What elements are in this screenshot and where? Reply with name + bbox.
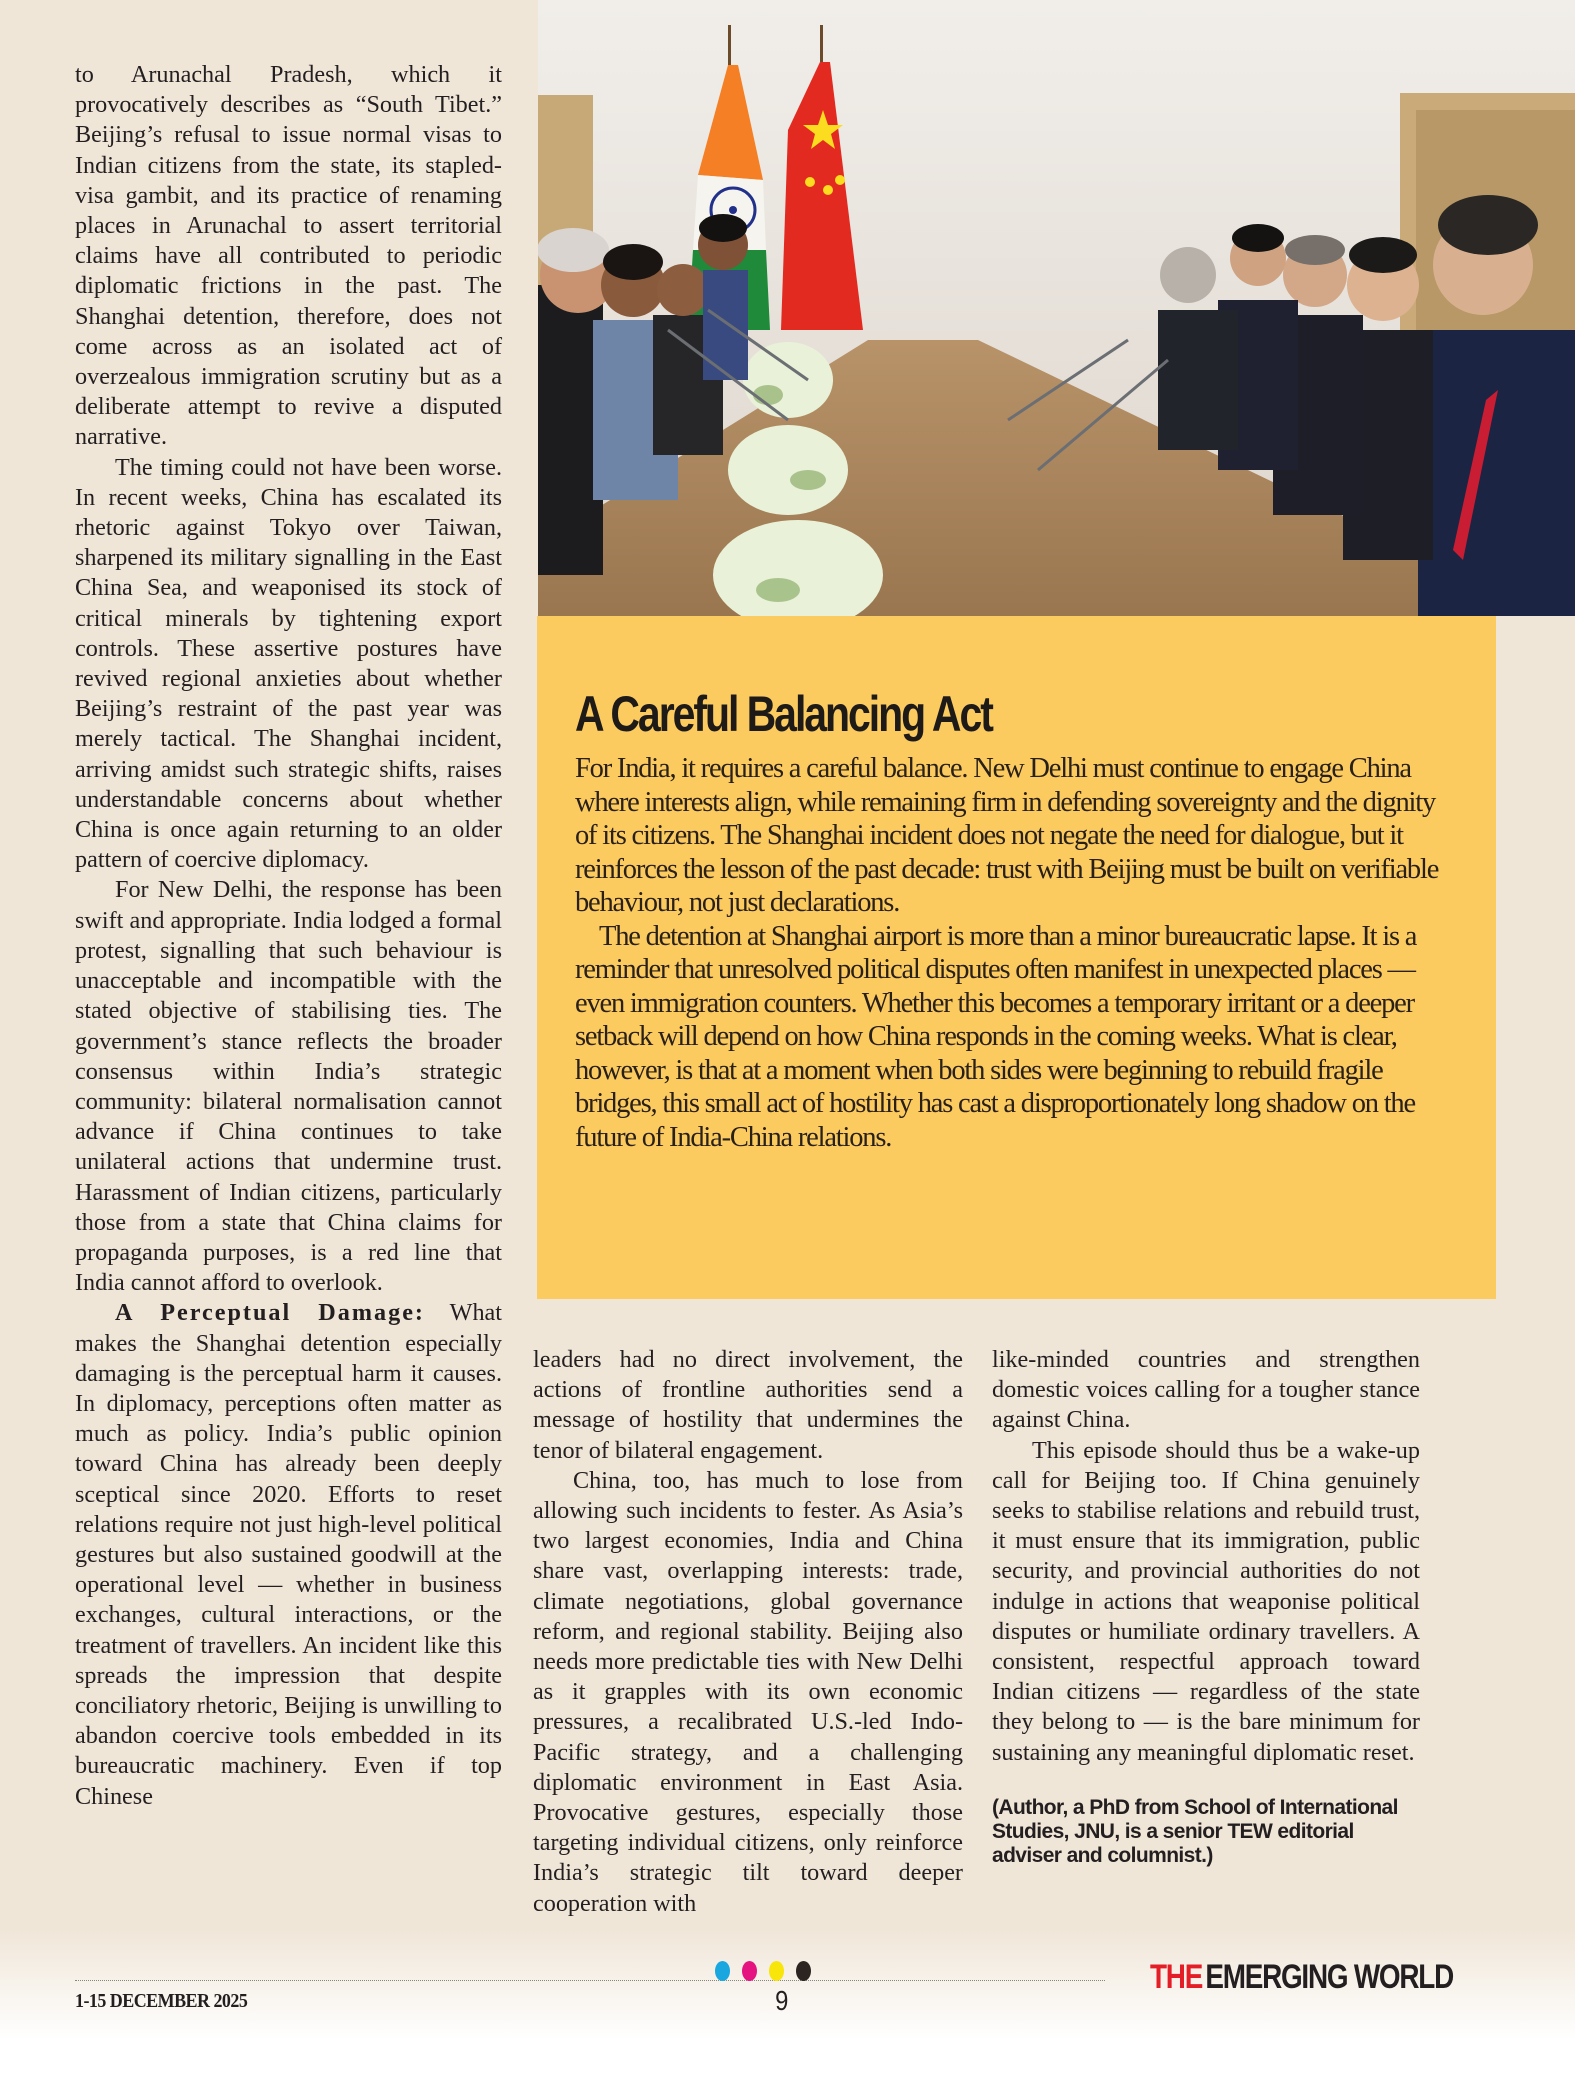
subhead: A Perceptual Damage:: [115, 1299, 425, 1327]
author-byline: (Author, a PhD from School of International Studies, JNU, is a senior TEW editorial adviser and columnist.): [992, 1795, 1398, 1867]
article-column-right: [992, 1345, 1420, 1868]
photo-illustration: [538, 0, 1575, 616]
paragraph: For New Delhi, the response has been swift and appropriate. India lodged a formal protest, signalling that such behaviour is unacceptable and incompatible with the stated objective of stabilising ties. The government’s stance reflects the broader consensus within India’s strategic community: bilateral normalisation cannot advance if China continues to take unilateral actions that undermine trust. Harassment of Indian citizens, particularly those from a state that China claims for propaganda purposes, is a red line that India cannot afford to overlook.: [75, 876, 502, 1297]
masthead-the: THE: [1150, 1958, 1203, 1996]
black-dot-icon: [796, 1961, 811, 1981]
yellow-dot-icon: [769, 1961, 784, 1981]
paragraph: leaders had no direct involvement, the actions of frontline authorities send a message of hostility that undermines the tenor of bilateral engagement.: [533, 1346, 963, 1464]
paragraph-with-subhead: [75, 1298, 502, 1811]
article-column-middle: [533, 1345, 963, 1919]
sidebar-paragraph: For India, it requires a careful balance. New Delhi must continue to engage China where interests align, while remaining firm in defending sovereignty and the dignity of its citizens. The Shanghai incident does not negate the need for dialogue, but it reinforces the lesson of the past decade: trust with Beijing must be built on verifiable behaviour, not just declarations.: [575, 753, 1439, 918]
cyan-dot-icon: [715, 1961, 730, 1981]
paragraph: This episode should thus be a wake-up call for Beijing too. If China genuinely seeks to stabilise relations and rebuild trust, it must ensure that its immigration, public security, and provincial authorities do not indulge in actions that weaponise political disputes or humiliate ordinary travellers. A consistent, respectful approach toward Indian citizens — regardless of the state they belong to — is the bare minimum for sustaining any meaningful diplomatic reset.: [992, 1436, 1420, 1766]
paragraph: The timing could not have been worse. In recent weeks, China has escalated its rhetoric against Tokyo over Taiwan, sharpened its military signalling in the East China Sea, and weaponised its stock of critical minerals by tightening export controls. These assertive postures have revived regional anxieties about whether Beijing’s restraint of the past year was merely tactical. The Shanghai incident, arriving amidst such strategic shifts, raises understandable concerns about whether China is once again returning to an older pattern of coercive diplomacy.: [75, 453, 502, 874]
issue-date: 1-15 DECEMBER 2025: [75, 1990, 248, 2012]
bilateral-meeting-photo: [538, 0, 1575, 616]
sidebar-paragraph: The detention at Shanghai airport is more than a minor bureaucratic lapse. It is a reminder that unresolved political disputes often manifest in unexpected places — even immigration counters. Whether this becomes a temporary irritant or a deeper setback will depend on how China responds in the coming weeks. What is clear, however, is that at a moment when both sides were beginning to rebuild fragile bridges, this small act of hostility has cast a disproportionately long shadow on the future of India-China relations.: [575, 920, 1417, 1153]
sidebar-body: [575, 752, 1456, 1154]
sidebar-box: [537, 616, 1496, 1299]
paragraph-text: What makes the Shanghai detention especially damaging is the perceptual harm it causes. In diplomacy, perceptions often matter as much as policy. India’s public opinion toward China has already been deeply sceptical since 2020. Efforts to reset relations require not just high-level political gestures but also sustained goodwill at the operational level — whether in business exchanges, cultural interactions, or the treatment of travellers. An incident like this spreads the impression that despite conciliatory rhetoric, Beijing is unwilling to abandon coercive tools embedded in its bureaucratic machinery. Even if top Chinese: [75, 1299, 502, 1810]
magenta-dot-icon: [742, 1961, 757, 1981]
paragraph: to Arunachal Pradesh, which it provocatively describes as “South Tibet.” Beijing’s refusal to issue normal visas to Indian citizens from the state, its stapled-visa gambit, and its practice of renaming places in Arunachal to assert territorial claims have all contributed to periodic diplomatic frictions in the past. The Shanghai detention, therefore, does not come across as an isolated act of overzealous immigration scrutiny but as a deliberate attempt to revive a disputed narrative.: [75, 61, 502, 451]
article-column-left: [75, 60, 502, 1812]
registration-marks: [715, 1961, 811, 1981]
sidebar-title: A Careful Balancing Act: [575, 686, 992, 742]
publication-masthead: [1150, 1958, 1453, 1997]
paragraph: China, too, has much to lose from allowing such incidents to fester. As Asia’s two largest economies, India and China share vast, overlapping interests: trade, climate negotiations, global governance reform, and regional stability. Beijing also needs more predictable ties with New Delhi as it grapples with its own economic pressures, a recalibrated U.S.-led Indo-Pacific strategy, and a challenging diplomatic environment in East Asia. Provocative gestures, especially those targeting individual citizens, only reinforce India’s strategic tilt toward deeper cooperation with: [533, 1466, 963, 1917]
paragraph: like-minded countries and strengthen domestic voices calling for a tougher stance against China.: [992, 1346, 1420, 1434]
masthead-name: EMERGING WORLD: [1205, 1958, 1453, 1996]
footer-divider: [75, 1980, 1105, 1981]
page-number: 9: [775, 1985, 789, 2016]
